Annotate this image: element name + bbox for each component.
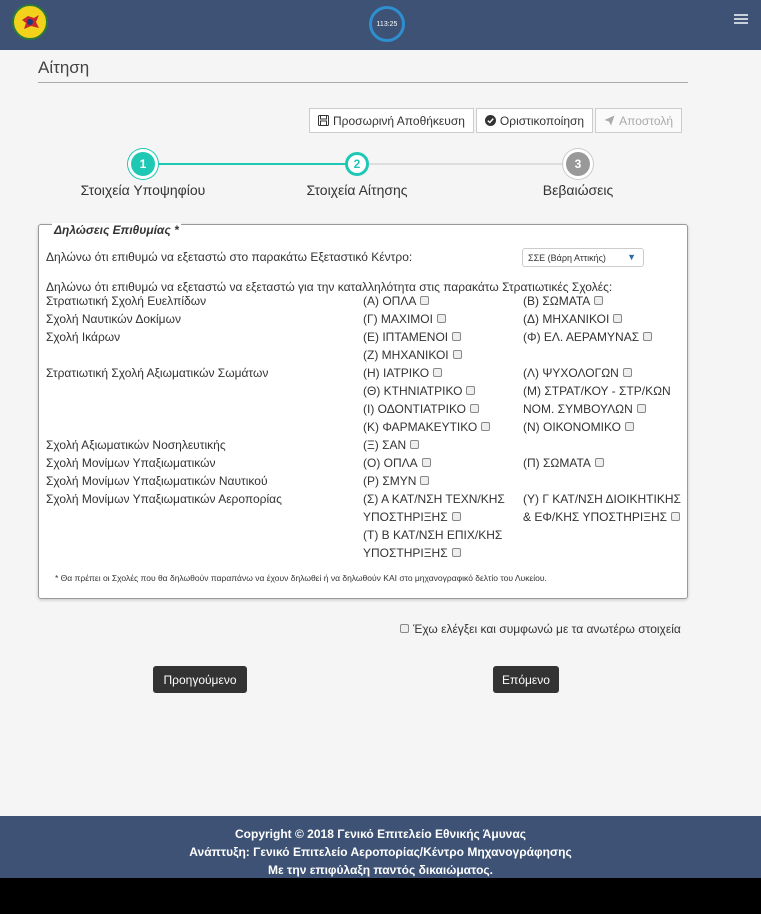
send-label: Αποστολή — [619, 113, 673, 128]
option-f-el-aeramynas — [523, 330, 652, 344]
option-y-line1: (Υ) Γ ΚΑΤ/ΝΣΗ ΔΙΟΙΚΗΤΙΚΗΣ — [523, 492, 681, 506]
floppy-disk-icon — [318, 115, 329, 126]
footer-development: Ανάπτυξη: Γενικό Επιτελείο Αεροπορίας/Κέντρο Μηχανογράφησης — [189, 845, 572, 859]
option-i-odontiatriko — [363, 402, 479, 416]
option-s-techn — [363, 510, 461, 524]
toolbar — [309, 108, 684, 133]
option-label: (Ρ) ΣΜΥΝ — [363, 474, 417, 488]
option-m-line1: (Μ) ΣΤΡΑΤ/ΚΟΥ - ΣΤΡ/ΚΩΝ — [523, 384, 671, 398]
agree-label: Έχω ελέγξει και συμφωνώ με τα ανωτέρω στοιχεία — [413, 622, 681, 636]
step-3-label: Βεβαιώσεις — [542, 182, 614, 198]
option-checkbox[interactable] — [637, 404, 646, 413]
option-label: ΥΠΟΣΤΗΡΙΞΗΣ — [363, 510, 448, 524]
option-label: (Γ) ΜΑΧΙΜΟΙ — [363, 312, 433, 326]
fieldset-legend: Δηλώσεις Επιθυμίας * — [54, 223, 179, 237]
option-checkbox[interactable] — [466, 386, 475, 395]
option-label: & ΕΦ/ΚΗΣ ΥΠΟΣΤΗΡΙΞΗΣ — [523, 510, 668, 524]
option-checkbox[interactable] — [470, 404, 479, 413]
option-label: (Ι) ΟΔΟΝΤΙΑΤΡΙΚΟ — [363, 402, 466, 416]
option-y-dioik — [523, 510, 680, 524]
next-button[interactable]: Επόμενο — [493, 666, 559, 693]
option-checkbox[interactable] — [643, 332, 652, 341]
school-name: Σχολή Αξιωματικών Νοσηλευτικής — [46, 438, 226, 452]
option-x-san — [363, 438, 419, 452]
session-timer: 113:25 — [369, 6, 405, 42]
option-checkbox[interactable] — [594, 296, 603, 305]
save-temp-label: Προσωρινή Αποθήκευση — [333, 113, 465, 128]
emblem-logo-icon[interactable] — [12, 4, 48, 40]
option-checkbox[interactable] — [623, 368, 632, 377]
send-button[interactable] — [595, 108, 682, 133]
finalize-button[interactable] — [476, 108, 593, 133]
school-name: Σχολή Μονίμων Υπαξιωματικών Αεροπορίας — [46, 492, 282, 506]
option-r-smyn — [363, 474, 429, 488]
previous-button[interactable]: Προηγούμενο — [153, 666, 247, 693]
option-checkbox[interactable] — [420, 296, 429, 305]
option-label: (Ζ) ΜΗΧΑΝΙΚΟΙ — [363, 348, 449, 362]
agree-row — [400, 622, 681, 636]
option-label: (Η) ΙΑΤΡΙΚΟ — [363, 366, 430, 380]
step-2-label: Στοιχεία Αίτησης — [306, 182, 408, 198]
schools-label: Δηλώνω ότι επιθυμώ να εξεταστώ να εξεταστώ για την καταλληλότητα στις παρακάτω Στρατιωτικές Σχολές: — [46, 280, 613, 294]
option-o-opla — [363, 456, 431, 470]
save-temp-button[interactable] — [309, 108, 474, 133]
option-checkbox[interactable] — [437, 314, 446, 323]
step-connector-1 — [143, 163, 357, 165]
chevron-down-icon: ▼ — [627, 252, 636, 262]
option-b-somata — [523, 294, 603, 308]
step-3-dot[interactable]: 3 — [566, 152, 590, 176]
option-label: (Κ) ΦΑΡΜΑΚΕΥΤΙΚΟ — [363, 420, 478, 434]
school-name: Σχολή Μονίμων Υπαξιωματικών Ναυτικού — [46, 474, 268, 488]
option-checkbox[interactable] — [625, 422, 634, 431]
option-label: ΝΟΜ. ΣΥΜΒΟΥΛΩΝ — [523, 402, 633, 416]
option-label: (Δ) ΜΗΧΑΝΙΚΟΙ — [523, 312, 610, 326]
school-name: Σχολή Μονίμων Υπαξιωματικών — [46, 456, 216, 470]
school-name: Στρατιωτική Σχολή Αξιωματικών Σωμάτων — [46, 366, 269, 380]
step-2-dot[interactable]: 2 — [345, 152, 369, 176]
option-checkbox[interactable] — [452, 512, 461, 521]
page-title: Αίτηση — [38, 58, 90, 77]
option-e-iptamenoi — [363, 330, 461, 344]
option-d-michanikoi — [523, 312, 622, 326]
footer — [0, 816, 761, 878]
option-p-somata — [523, 456, 604, 470]
finalize-label: Οριστικοποίηση — [499, 113, 585, 128]
exam-center-value: ΣΣΕ (Βάρη Αττικής) — [528, 252, 606, 263]
hamburger-menu-icon[interactable] — [734, 14, 748, 25]
footer-copyright: Copyright © 2018 Γενικό Επιτελείο Εθνικής Άμυνας — [235, 827, 526, 841]
school-name: Στρατιωτική Σχολή Ευελπίδων — [46, 294, 207, 308]
option-label: (Π) ΣΩΜΑΤΑ — [523, 456, 591, 470]
option-m-strat — [523, 402, 646, 416]
option-checkbox[interactable] — [422, 458, 431, 467]
option-h-iatriko — [363, 366, 442, 380]
option-checkbox[interactable] — [433, 368, 442, 377]
option-label: (Β) ΣΩΜΑΤΑ — [523, 294, 591, 308]
option-label: (Ξ) ΣΑΝ — [363, 438, 407, 452]
footer-rights: Με την επιφύλαξη παντός δικαιώματος. — [268, 863, 493, 877]
option-th-ktiniatriko — [363, 384, 475, 398]
option-g-maximoi — [363, 312, 446, 326]
form-note: * Θα πρέπει οι Σχολές που θα δηλωθούν παραπάνω να έχουν δηλωθεί ή να δηλωθούν ΚΑΙ στο μηχανογραφικό δελτίο του Λυκείου. — [55, 573, 547, 583]
title-divider — [38, 82, 688, 83]
option-label: (Θ) ΚΤΗΝΙΑΤΡΙΚΟ — [363, 384, 463, 398]
top-bar — [0, 0, 761, 50]
option-checkbox[interactable] — [671, 512, 680, 521]
option-a-opla — [363, 294, 429, 308]
school-name: Σχολή Ναυτικών Δοκίμων — [46, 312, 181, 326]
step-1-dot[interactable]: 1 — [131, 152, 155, 176]
option-label: (Α) ΟΠΛΑ — [363, 294, 417, 308]
agree-checkbox[interactable] — [400, 624, 409, 633]
check-circle-icon — [485, 115, 496, 126]
option-label: (Ε) ΙΠΤΑΜΕΝΟΙ — [363, 330, 449, 344]
step-1-label: Στοιχεία Υποψηφίου — [80, 182, 206, 198]
option-label: (Ο) ΟΠΛΑ — [363, 456, 418, 470]
option-checkbox[interactable] — [481, 422, 490, 431]
option-l-psychologon — [523, 366, 632, 380]
school-name: Σχολή Ικάρων — [46, 330, 121, 344]
wizard-steps — [0, 150, 761, 200]
option-label: (Λ) ΨΥΧΟΛΟΓΩΝ — [523, 366, 619, 380]
option-checkbox[interactable] — [420, 476, 429, 485]
option-n-oikonomiko — [523, 420, 634, 434]
option-checkbox[interactable] — [613, 314, 622, 323]
step-connector-2 — [357, 163, 578, 165]
option-t-epix — [363, 546, 461, 560]
option-checkbox[interactable] — [452, 332, 461, 341]
exam-center-select[interactable] — [522, 248, 644, 267]
option-s-line1: (Σ) Α ΚΑΤ/ΝΣΗ ΤΕΧΝ/ΚΗΣ — [363, 492, 505, 506]
option-checkbox[interactable] — [452, 548, 461, 557]
exam-center-label: Δηλώνω ότι επιθυμώ να εξεταστώ στο παρακάτω Εξεταστικό Κέντρο: — [46, 250, 413, 264]
option-label: (Φ) ΕΛ. ΑΕΡΑΜΥΝΑΣ — [523, 330, 640, 344]
option-label: ΥΠΟΣΤΗΡΙΞΗΣ — [363, 546, 448, 560]
option-t-line1: (Τ) Β ΚΑΤ/ΝΣΗ ΕΠΙΧ/ΚΗΣ — [363, 528, 503, 542]
option-checkbox[interactable] — [453, 350, 462, 359]
option-checkbox[interactable] — [595, 458, 604, 467]
option-k-farmakeftiko — [363, 420, 490, 434]
option-label: (Ν) ΟΙΚΟΝΟΜΙΚΟ — [523, 420, 621, 434]
option-checkbox[interactable] — [410, 440, 419, 449]
paper-plane-icon — [604, 115, 615, 126]
option-z-michanikoi — [363, 348, 462, 362]
